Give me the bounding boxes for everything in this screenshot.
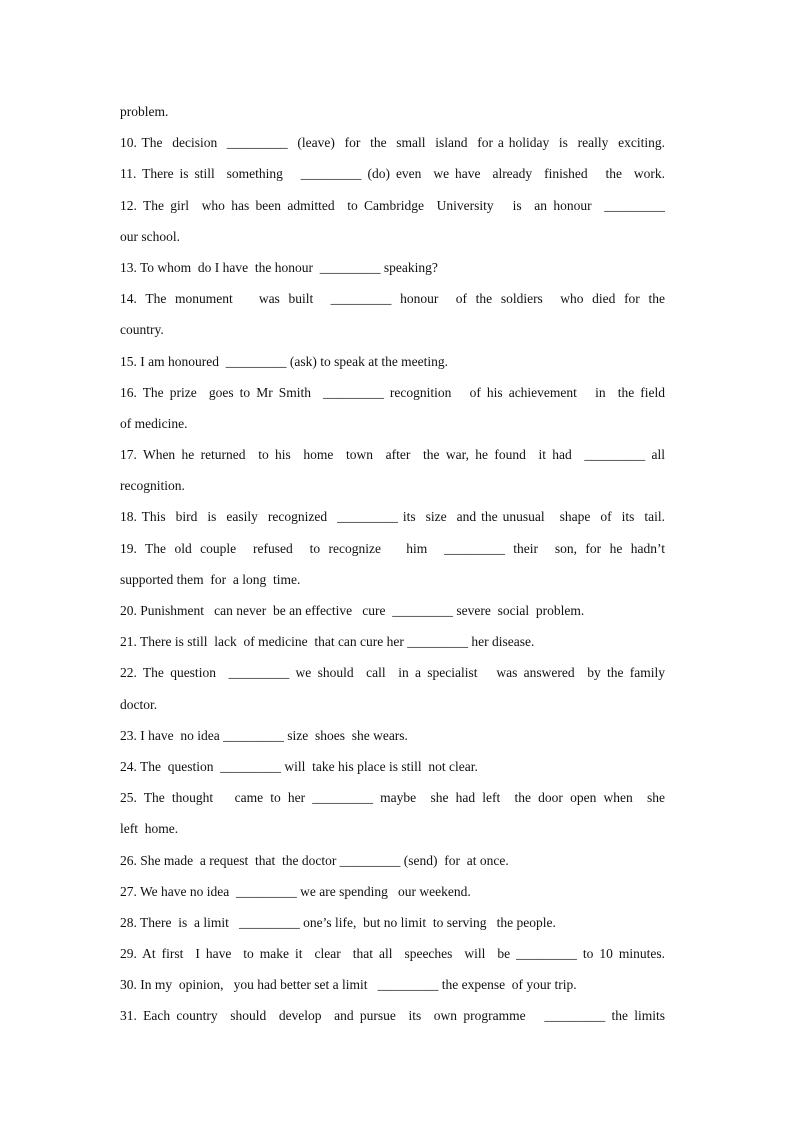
text-line: our school. (120, 228, 180, 244)
text-line: 30. In my opinion, you had better set a limit _________ the expense of your trip. (120, 977, 577, 993)
text-line: supported them for a long time. (120, 571, 301, 587)
text-line: 29. At first I have to make it clear that all speeches will be _________ to 10 minutes. (120, 946, 665, 962)
text-line: 22. The question _________ we should call in a specialist was answered by the family (120, 665, 665, 681)
text-line: recognition. (120, 478, 185, 494)
text-line: 19. The old couple refused to recognize him _________ their son, for he hadn’t (120, 540, 665, 556)
text-line: 27. We have no idea _________ we are spending our weekend. (120, 883, 471, 899)
text-line: 10. The decision _________ (leave) for the small island for a holiday is really exciting. (120, 135, 665, 151)
text-line: 11. There is still something _________ (do) even we have already finished the work. (120, 166, 665, 182)
text-line: 24. The question _________ will take his place is still not clear. (120, 758, 478, 774)
text-line: 31. Each country should develop and pursue its own programme _________ the limits (120, 1008, 665, 1024)
text-line: 16. The prize goes to Mr Smith _________ recognition of his achievement in the field (120, 384, 665, 400)
text-line: country. (120, 322, 164, 338)
text-line: 20. Punishment can never be an effective cure _________ severe social problem. (120, 603, 585, 618)
text-line: left home. (120, 821, 179, 837)
text-line: 15. I am honoured _________ (ask) to speak at the meeting. (120, 353, 449, 369)
text-line: doctor. (120, 696, 158, 712)
text-line: problem. (120, 104, 169, 119)
text-line: 25. The thought came to her _________ maybe she had left the door open when she (120, 790, 665, 806)
text-line: 17. When he returned to his home town after the war, he found it had _________ all (120, 447, 665, 463)
text-line: 14. The monument was built _________ honour of the soldiers who died for the (120, 291, 665, 307)
text-line: 12. The girl who has been admitted to Cambridge University is an honour _________ (120, 197, 665, 213)
text-line: 21. There is still lack of medicine that can cure her _________ her disease. (120, 634, 535, 650)
text-line: 18. This bird is easily recognized _________ its size and the unusual shape of its tail. (120, 509, 665, 525)
text-line: 28. There is a limit _________ one’s life, but no limit to serving the people. (120, 914, 556, 930)
text-line: 13. To whom do I have the honour _________ speaking? (120, 259, 438, 275)
exercise-text-block (120, 96, 665, 1032)
text-line: 26. She made a request that the doctor _________ (send) for at once. (120, 852, 509, 868)
text-line: of medicine. (120, 415, 188, 431)
text-line: 23. I have no idea _________ size shoes she wears. (120, 727, 408, 743)
